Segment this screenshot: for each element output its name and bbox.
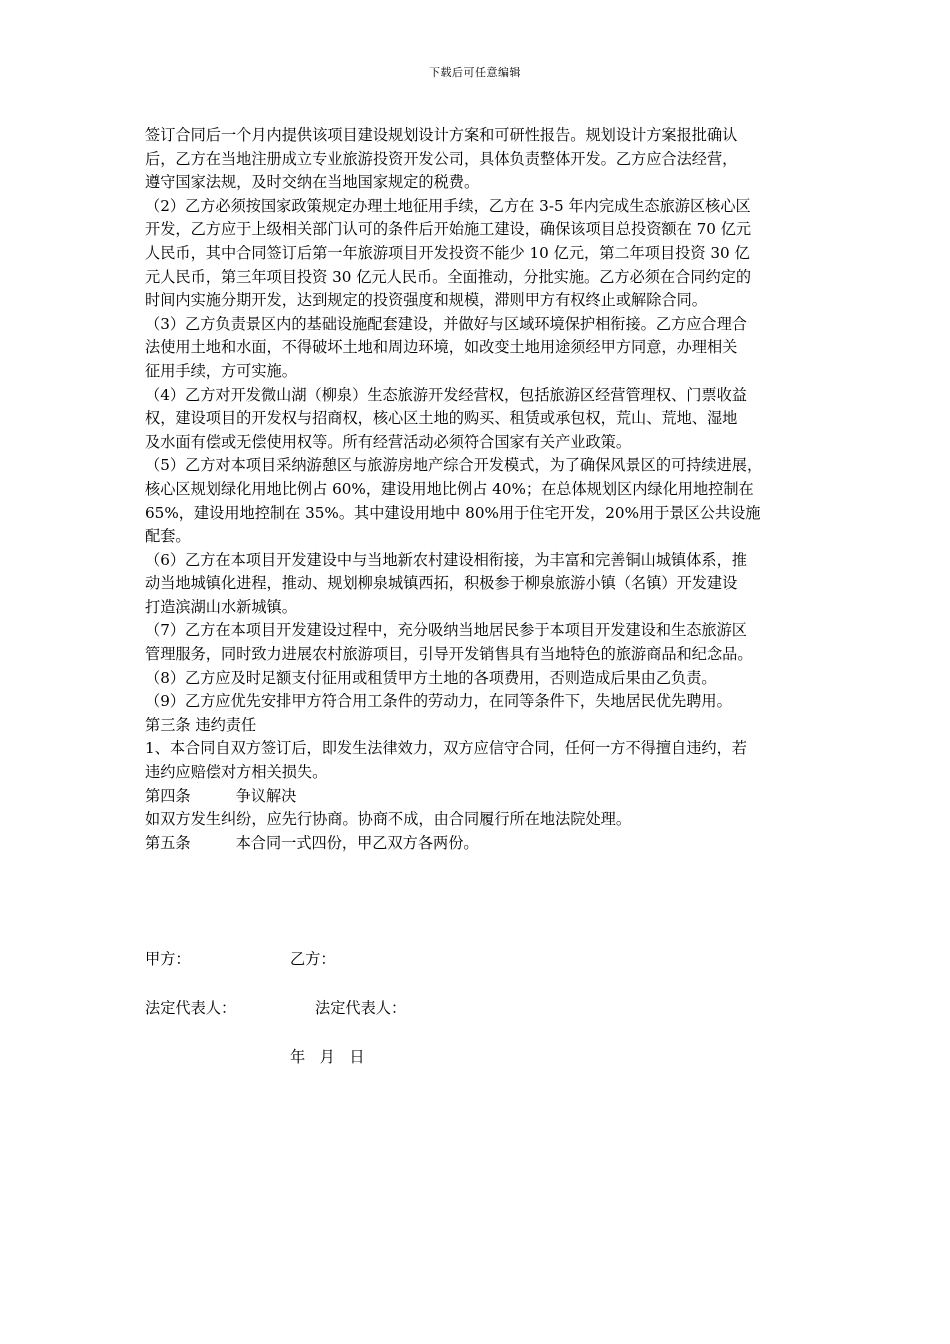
- paragraph-line: （7）乙方在本项目开发建设过程中，充分吸纳当地居民参于本项目开发建设和生态旅游区: [145, 621, 747, 640]
- party-a-label: 甲方：: [145, 950, 191, 968]
- paragraph-line: 配套。: [145, 527, 191, 546]
- article-5-line: [145, 832, 817, 856]
- paragraph-line: （6）乙方在本项目开发建设中与当地新农村建设相衔接，为丰富和完善铜山城镇体系，推: [145, 550, 747, 569]
- article-4-title: 争议解决: [235, 786, 297, 805]
- party-b-label: 乙方：: [290, 950, 336, 968]
- paragraph-line: 时间内实施分期开发，达到规定的投资强度和规模，滞则甲方有权终止或解除合同。: [145, 291, 707, 310]
- article-5-text: 本合同一式四份，甲乙双方各两份。: [235, 833, 479, 852]
- paragraph-line: 征用手续，方可实施。: [145, 361, 297, 380]
- article-4-heading: [145, 785, 817, 809]
- article-4-label: 第四条: [145, 786, 191, 805]
- article-5-label: 第五条: [145, 833, 191, 852]
- representative-b-label: 法定代表人：: [315, 999, 407, 1017]
- paragraph-line: （4）乙方对开发微山湖（柳泉）生态旅游开发经营权，包括旅游区经营管理权、门票收益: [145, 385, 747, 404]
- paragraph-line: 法使用土地和水面，不得破坏土地和周边环境，如改变土地用途须经甲方同意，办理相关: [145, 338, 738, 357]
- signing-date: 年 月 日: [290, 1048, 365, 1066]
- article-3-heading: 第三条 违约责任: [145, 715, 257, 734]
- contract-body: [145, 124, 817, 855]
- paragraph-line: 人民币，其中合同签订后第一年旅游项目开发投资不能少 10 亿元，第二年项目投资 30 亿: [145, 243, 750, 262]
- paragraph-line: （2）乙方必须按国家政策规定办理土地征用手续，乙方在 3-5 年内完成生态旅游区核心区: [145, 196, 751, 215]
- paragraph-line: 及水面有偿或无偿使用权等。所有经营活动必须符合国家有关产业政策。: [145, 432, 631, 451]
- paragraph-line: 开发，乙方应于上级相关部门认可的条件后开始施工建设，确保该项目总投资额在 70 亿元: [145, 220, 752, 239]
- paragraph-line: （3）乙方负责景区内的基础设施配套建设，并做好与区域环境保护相衔接。乙方应合理合: [145, 314, 747, 333]
- paragraph-line: 动当地城镇化进程，推动、规划柳泉城镇西拓，积极参于柳泉旅游小镇（名镇）开发建设: [145, 574, 738, 593]
- representative-a-label: 法定代表人：: [145, 999, 237, 1017]
- paragraph-line: 1、本合同自双方签订后，即发生法律效力，双方应信守合同，任何一方不得擅自违约，若: [145, 739, 747, 758]
- page-header: 下载后可任意编辑: [429, 66, 521, 79]
- paragraph-line: （9）乙方应优先安排甲方符合用工条件的劳动力，在同等条件下，失地居民优先聘用。: [145, 692, 732, 711]
- paragraph-line: 核心区规划绿化用地比例占 60%，建设用地比例占 40%；在总体规划区内绿化用地控制在: [145, 479, 754, 498]
- paragraph-line: 签订合同后一个月内提供该项目建设规划设计方案和可研性报告。规划设计方案报批确认: [145, 126, 738, 144]
- paragraph-line: （5）乙方对本项目采纳游憩区与旅游房地产综合开发模式，为了确保风景区的可持续进展，: [145, 456, 763, 475]
- paragraph-line: 权，建设项目的开发权与招商权，核心区土地的购买、租赁或承包权，荒山、荒地、湿地: [145, 409, 738, 428]
- paragraph-line: 元人民币，第三年项目投资 30 亿元人民币。全面推动，分批实施。乙方必须在合同约定的: [145, 267, 752, 286]
- paragraph-line: 65%，建设用地控制在 35%。其中建设用地中 80%用于住宅开发，20%用于景区公共设施: [145, 503, 761, 522]
- paragraph-line: 后，乙方在当地注册成立专业旅游投资开发公司，具体负责整体开发。乙方应合法经营，: [145, 149, 738, 168]
- paragraph-line: 遵守国家法规，及时交纳在当地国家规定的税费。: [145, 173, 480, 192]
- paragraph-line: 打造滨湖山水新城镇。: [145, 597, 297, 616]
- paragraph-line: 违约应赔偿对方相关损失。: [145, 763, 328, 782]
- article-4-text: 如双方发生纠纷，应先行协商。协商不成，由合同履行所在地法院处理。: [145, 810, 631, 829]
- paragraph-line: （8）乙方应及时足额支付征用或租赁甲方土地的各项费用，否则造成后果由乙负责。: [145, 668, 717, 687]
- paragraph-line: 管理服务，同时致力进展农村旅游项目，引导开发销售具有当地特色的旅游商品和纪念品。: [145, 645, 753, 664]
